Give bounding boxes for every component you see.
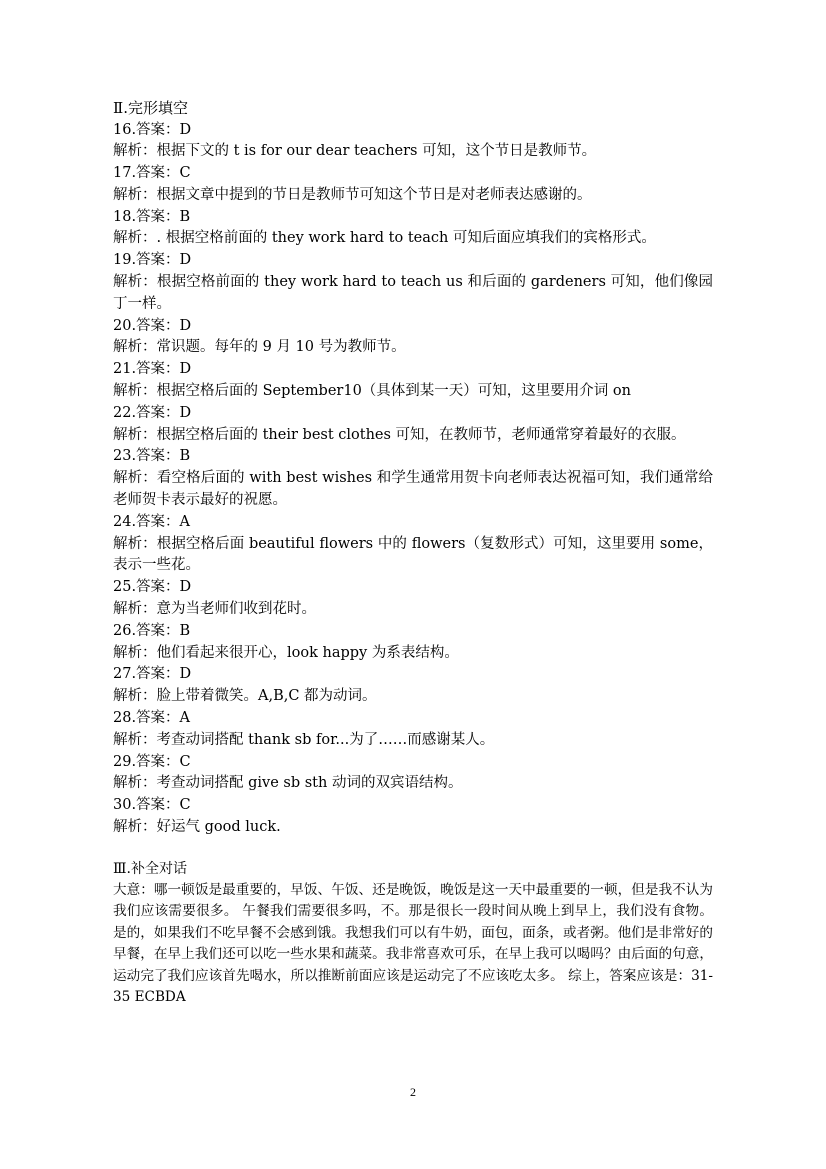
answer-30: 30.答案：C bbox=[113, 797, 191, 814]
analysis-25: 解析：意为当老师们收到花时。 bbox=[113, 601, 316, 618]
analysis-30: 解析：好运气 good luck. bbox=[113, 819, 281, 835]
analysis-18: 解析：. 根据空格前面的 they work hard to teach 可知后面应填我们的宾格形式。 bbox=[113, 230, 656, 247]
analysis-22: 解析：根据空格后面的 their best clothes 可知，在教师节，老师通常穿着最好的衣服。 bbox=[113, 426, 686, 443]
answer-28: 28.答案：A bbox=[113, 710, 191, 727]
answer-29: 29.答案：C bbox=[113, 753, 191, 770]
analysis-27: 解析：脸上带着微笑。A,B,C 都为动词。 bbox=[113, 688, 377, 705]
analysis-17: 解析：根据文章中提到的节日是教师节可知这个节日是对老师表达感谢的。 bbox=[113, 186, 592, 203]
answer-26: 26.答案：B bbox=[113, 622, 191, 639]
answer-24: 24.答案：A bbox=[113, 513, 191, 530]
answer-16: 16.答案：D bbox=[113, 121, 192, 138]
answer-25: 25.答案：D bbox=[113, 579, 192, 596]
analysis-23: 解析：看空格后面的 with best wishes 和学生通常用贺卡向老师表达祝福可知，我们通常给老师贺卡表示最好的祝愿。 bbox=[113, 470, 713, 509]
answer-27: 27.答案：D bbox=[113, 666, 192, 683]
analysis-19: 解析：根据空格前面的 they work hard to teach us 和后面的 gardeners 可知，他们像园丁一样。 bbox=[113, 274, 713, 312]
section-spacer bbox=[113, 839, 713, 859]
answer-22: 22.答案：D bbox=[113, 404, 192, 421]
section-3-summary: 大意：哪一顿饭是最重要的，早饭、午饭、还是晚饭，晚饭是这一天中最重要的一顿，但是我不认为我们应该需要很多。 午餐我们需要很多吗，不。那是很长一段时间从晚上到早上，我们没有食物。是的，如果我们不吃早餐不会感到饿。我想我们可以有牛奶，面包，面条，或者粥。他们是非常好的早餐，在早上我们还可以吃一些水果和蔬菜。我非常喜欢可乐，在早上我可以喝吗？由后面的句意，运动完了我们应该首先喝水，所以推断前面应该是运动完了不应该吃太多。 综上，答案应该是：31-35 ECBDA bbox=[113, 881, 713, 1006]
answer-21: 21.答案：D bbox=[113, 361, 192, 378]
answer-23: 23.答案：B bbox=[113, 448, 191, 465]
analysis-28: 解析：考查动词搭配 thank sb for...为了……而感谢某人。 bbox=[113, 731, 495, 748]
answer-19: 19.答案：D bbox=[113, 252, 192, 269]
answer-18: 18.答案：B bbox=[113, 208, 191, 225]
analysis-21: 解析：根据空格后面的 September10（具体到某一天）可知，这里要用介词 on bbox=[113, 383, 631, 400]
document-body bbox=[113, 98, 713, 1009]
answer-20: 20.答案：D bbox=[113, 317, 192, 334]
analysis-16: 解析：根据下文的 t is for our dear teachers 可知，这个节日是教师节。 bbox=[113, 143, 597, 160]
analysis-29: 解析：考查动词搭配 give sb sth 动词的双宾语结构。 bbox=[113, 775, 463, 792]
page-number: 2 bbox=[410, 1085, 416, 1099]
section-3-title: Ⅲ.补全对话 bbox=[113, 860, 187, 877]
analysis-20: 解析：常识题。每年的 9 月 10 号为教师节。 bbox=[113, 339, 406, 356]
analysis-26: 解析：他们看起来很开心，look happy 为系表结构。 bbox=[113, 644, 459, 661]
section-2-title: Ⅱ.完形填空 bbox=[113, 99, 188, 117]
analysis-24: 解析：根据空格后面 beautiful flowers 中的 flowers（复数形式）可知，这里要用 some，表示一些花。 bbox=[113, 535, 713, 574]
answer-17: 17.答案：C bbox=[113, 165, 191, 182]
